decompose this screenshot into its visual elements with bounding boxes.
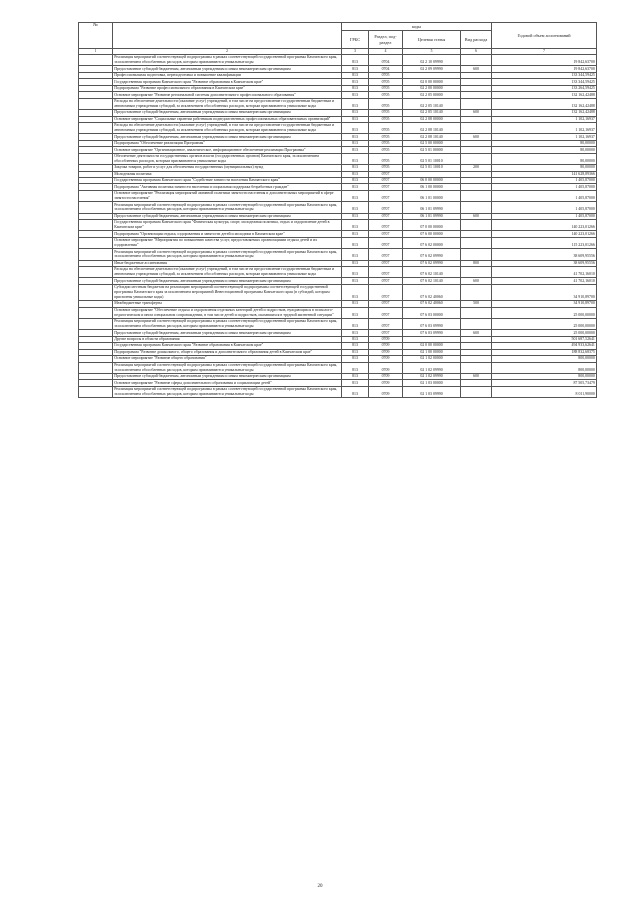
row-description: Реализация мероприятий соответствующей подпрограммы в рамках соответствующей государственной программы Камчатского края, за исключением обособленных расходов, которым присваиваются уникальные коды [113, 202, 342, 213]
row-amount: 1 405,87000 [492, 213, 597, 219]
header-type: Вид расхода [461, 31, 492, 49]
row-target-article: 06 1 01 09990 [403, 202, 461, 213]
row-target-article: 07 6 00 00000 [403, 231, 461, 237]
row-grbs: 813 [342, 307, 369, 318]
row-description: Расходы на обеспечение деятельности (оказание услуг) учреждений, в том числе на предоставление государственным бюджетным и автономным учреждениям субсидий, за исключением обособленных расходов, которым присваиваются уникальные коды [113, 267, 342, 278]
row-amount: 87 505,73479 [492, 380, 597, 386]
table-row [79, 249, 597, 260]
row-description: Межбюджетные трансферты [113, 301, 342, 307]
row-description: Основное мероприятие "Обеспечение отдыха и оздоровления отдельных категорий детей и подростков, нуждающихся в психолого-педагогическом и ином специальном сопровождении, в том числе детей и подростков, оказавшихся в трудной жизненной ситуации" [113, 307, 342, 318]
row-amount: 133 264,59425 [492, 85, 597, 91]
row-target-article: 07 6 02 00000 [403, 237, 461, 248]
row-description: Подпрограмма "Активная политика занятости населения и социальная поддержка безработных граждан" [113, 184, 342, 190]
row-section: 0707 [369, 171, 403, 177]
table-row [79, 153, 597, 164]
row-target-article: 02 2 00 00000 [403, 85, 461, 91]
row-grbs: 813 [342, 318, 369, 329]
table-row [79, 98, 597, 109]
row-amount: 34 910,89700 [492, 301, 597, 307]
row-number [79, 249, 113, 260]
table-row [79, 284, 597, 300]
row-grbs: 813 [342, 110, 369, 116]
row-grbs: 813 [342, 267, 369, 278]
row-number [79, 267, 113, 278]
row-amount: 132 162,42488 [492, 92, 597, 98]
row-description: Предоставление субсидий бюджетным, автономным учреждениям и иным некоммерческим организациям [113, 134, 342, 140]
row-target-article: 02 1 03 09990 [403, 386, 461, 397]
row-grbs: 813 [342, 386, 369, 397]
col-number: 7 [492, 49, 597, 55]
row-expense-type [461, 122, 492, 133]
row-description: Подпрограмма "Развитие профессионального образования в Камчатском крае" [113, 85, 342, 91]
row-description: Субсидии местным бюджетам на реализацию мероприятий соответствующей подпрограммы соответствующей государственной программы Камчатского края за исключением мероприятий Инвестиционной программы Камчатского края (в субсидий, которым присвоены уникальные коды) [113, 284, 342, 300]
row-amount: 188 832,68375 [492, 349, 597, 355]
row-description: Государственная программа Камчатского края "Физическая культура, спорт, молодежная политика, отдых и оздоровление детей в Камчатском крае" [113, 220, 342, 231]
row-expense-type: 600 [461, 278, 492, 284]
row-section: 0709 [369, 336, 403, 342]
row-target-article: 02 2 05 00000 [403, 92, 461, 98]
row-amount: 494 933,62641 [492, 343, 597, 349]
row-grbs: 813 [342, 260, 369, 266]
row-section: 0707 [369, 231, 403, 237]
row-amount: 141 628,89366 [492, 171, 597, 177]
row-section: 0707 [369, 267, 403, 278]
row-amount: 800,00000 [492, 373, 597, 379]
row-target-article: 02 2 08 10140 [403, 134, 461, 140]
row-expense-type: 800 [461, 260, 492, 266]
row-grbs: 813 [342, 98, 369, 109]
row-description: Предоставление субсидий бюджетным, автономным учреждениям и иным некоммерческим организациям [113, 373, 342, 379]
row-number [79, 307, 113, 318]
row-description: Другие вопросы в области образования [113, 336, 342, 342]
table-row [79, 202, 597, 213]
header-target: Целевая статья [403, 31, 461, 49]
row-section: 0704 [369, 55, 403, 66]
row-grbs: 813 [342, 336, 369, 342]
row-target-article: 07 6 02 10140 [403, 278, 461, 284]
row-amount: 80,00000 [492, 165, 597, 171]
row-grbs: 813 [342, 55, 369, 66]
row-amount: 1 405,87000 [492, 190, 597, 201]
row-grbs: 813 [342, 380, 369, 386]
row-expense-type [461, 284, 492, 300]
row-description: Реализация мероприятий соответствующей подпрограммы в рамках соответствующей государственной программы Камчатского края, за исключением обособленных расходов, которым присваиваются уникальные коды [113, 386, 342, 397]
header-section: Раздел, под-раздел [369, 31, 403, 49]
row-target-article: 07 6 02 09990 [403, 249, 461, 260]
row-amount: 80,00000 [492, 140, 597, 146]
row-description: Основное мероприятие "Социальные гарантии работникам подведомственных профессиональных образовательных организаций" [113, 116, 342, 122]
row-expense-type [461, 220, 492, 231]
row-target-article: 02 5 00 00000 [403, 140, 461, 146]
row-expense-type [461, 55, 492, 66]
row-description: Основное мероприятие "Развитие сферы дополнительного образования и социализации детей" [113, 380, 342, 386]
row-target-article: 02 2 08 00000 [403, 116, 461, 122]
table-row [79, 307, 597, 318]
col-number: 4 [369, 49, 403, 55]
row-grbs: 813 [342, 153, 369, 164]
row-grbs: 813 [342, 202, 369, 213]
table-row [79, 190, 597, 201]
table-row [79, 318, 597, 329]
budget-table-page [78, 22, 596, 398]
row-amount: 41 702,16010 [492, 278, 597, 284]
row-description: Предоставление субсидий бюджетным, автономным учреждениям и иным некоммерческим организациям [113, 66, 342, 72]
col-number: 6 [461, 49, 492, 55]
row-description: Предоставление субсидий бюджетным, автономным учреждениям и иным некоммерческим организациям [113, 330, 342, 336]
row-section: 0705 [369, 122, 403, 133]
header-num: № [79, 23, 113, 49]
row-amount: 38 609,95556 [492, 249, 597, 260]
row-amount: 133 344,59425 [492, 79, 597, 85]
row-grbs: 813 [342, 349, 369, 355]
row-section: 0707 [369, 301, 403, 307]
row-target-article: 02 0 00 00000 [403, 343, 461, 349]
row-amount: 25 000,00000 [492, 330, 597, 336]
row-description: Обеспечение деятельности государственных органов власти (государственных органов) Камчатского края, за исключением обособленных расходов, которым присваиваются уникальные коды [113, 153, 342, 164]
row-section: 0705 [369, 72, 403, 78]
row-section: 0709 [369, 356, 403, 362]
row-grbs: 813 [342, 362, 369, 373]
row-section: 0705 [369, 79, 403, 85]
row-amount: 132 162,42488 [492, 110, 597, 116]
row-section: 0707 [369, 220, 403, 231]
row-expense-type [461, 386, 492, 397]
row-section: 0705 [369, 153, 403, 164]
row-number [79, 98, 113, 109]
row-description: Профессиональная подготовка, переподготовка и повышение квалификации [113, 72, 342, 78]
row-section: 0704 [369, 66, 403, 72]
row-section: 0705 [369, 85, 403, 91]
row-expense-type [461, 190, 492, 201]
row-expense-type: 200 [461, 165, 492, 171]
row-grbs: 813 [342, 249, 369, 260]
row-section: 0705 [369, 134, 403, 140]
row-section: 0709 [369, 373, 403, 379]
row-description: Основное мероприятие "Развитие общего образования" [113, 356, 342, 362]
row-number [79, 237, 113, 248]
row-section: 0707 [369, 318, 403, 329]
row-grbs: 813 [342, 330, 369, 336]
row-section: 0705 [369, 110, 403, 116]
row-number [79, 284, 113, 300]
row-grbs: 813 [342, 178, 369, 184]
row-section: 0705 [369, 165, 403, 171]
row-grbs: 813 [342, 213, 369, 219]
row-section: 0709 [369, 386, 403, 397]
row-target-article: 06 1 01 00000 [403, 190, 461, 201]
row-description: Государственная программа Камчатского края "Развитие образования в Камчатском крае" [113, 343, 342, 349]
row-section: 0707 [369, 190, 403, 201]
row-expense-type [461, 267, 492, 278]
row-section: 0707 [369, 284, 403, 300]
row-target-article: 02 2 09 09990 [403, 66, 461, 72]
row-amount: 80,00000 [492, 147, 597, 153]
row-expense-type: 600 [461, 213, 492, 219]
row-grbs: 813 [342, 171, 369, 177]
row-amount: 1 405,87000 [492, 184, 597, 190]
row-target-article: 07 6 03 09990 [403, 330, 461, 336]
row-number [79, 55, 113, 66]
row-section: 0705 [369, 140, 403, 146]
row-number [79, 220, 113, 231]
row-description: Реализация мероприятий соответствующей подпрограммы в рамках соответствующей государственной программы Камчатского края, за исключением обособленных расходов, которым присваиваются уникальные коды [113, 362, 342, 373]
row-description: Основное мероприятие "Организационное, аналитическое, информационное обеспечение реализации Программы" [113, 147, 342, 153]
col-number: 5 [403, 49, 461, 55]
row-description: Расходы на обеспечение деятельности (оказание услуг) учреждений, в том числе на предоставление государственным бюджетным и автономным учреждениям субсидий, за исключением обособленных расходов, которым присваиваются уникальные коды [113, 98, 342, 109]
row-target-article: 02 1 02 09990 [403, 373, 461, 379]
row-number [79, 386, 113, 397]
col-number: 1 [79, 49, 113, 55]
row-amount: 38 609,95556 [492, 260, 597, 266]
row-expense-type [461, 249, 492, 260]
row-amount: 1 102,16937 [492, 122, 597, 133]
row-number [79, 202, 113, 213]
row-amount: 115 223,01266 [492, 237, 597, 248]
table-row [79, 220, 597, 231]
row-expense-type [461, 98, 492, 109]
row-grbs: 813 [342, 92, 369, 98]
row-target-article: 07 6 03 00000 [403, 307, 461, 318]
row-section: 0707 [369, 249, 403, 260]
col-number: 2 [113, 49, 342, 55]
row-grbs: 813 [342, 237, 369, 248]
row-description: Закупка товаров, работ и услуг для обеспечения государственных (муниципальных) нужд [113, 165, 342, 171]
row-description: Подпрограмма "Развитие дошкольного, общего образования и дополнительного образования детей в Камчатском крае" [113, 349, 342, 355]
row-section: 0709 [369, 343, 403, 349]
header-codes: коды [342, 23, 492, 31]
row-expense-type: 500 [461, 301, 492, 307]
row-grbs: 813 [342, 231, 369, 237]
row-amount: 1 102,16937 [492, 134, 597, 140]
row-description: Реализация мероприятий соответствующей подпрограммы в рамках соответствующей государственной программы Камчатского края, за исключением обособленных расходов, которым присваиваются уникальные коды [113, 249, 342, 260]
row-expense-type: 600 [461, 373, 492, 379]
row-section: 0707 [369, 178, 403, 184]
row-description: Основное мероприятие "Реализация мероприятий активной политики занятости населения и дополнительных мероприятий в сфере занятости населения" [113, 190, 342, 201]
table-row [79, 362, 597, 373]
row-amount: 41 702,16010 [492, 267, 597, 278]
header-grbs: ГРБС [342, 31, 369, 49]
row-section: 0707 [369, 278, 403, 284]
row-description: Предоставление субсидий бюджетным, автономным учреждениям и иным некоммерческим организациям [113, 110, 342, 116]
row-target-article: 02 2 05 10140 [403, 98, 461, 109]
row-target-article: 07 6 02 40060 [403, 301, 461, 307]
row-grbs: 813 [342, 220, 369, 231]
row-expense-type [461, 318, 492, 329]
row-section: 0709 [369, 380, 403, 386]
table-row [79, 237, 597, 248]
row-expense-type [461, 362, 492, 373]
row-amount: 8 011,90000 [492, 386, 597, 397]
row-grbs: 813 [342, 278, 369, 284]
table-row [79, 267, 597, 278]
row-amount: 1 405,87000 [492, 202, 597, 213]
row-grbs: 813 [342, 284, 369, 300]
row-grbs: 813 [342, 356, 369, 362]
row-grbs: 813 [342, 147, 369, 153]
table-row [79, 386, 597, 397]
row-description: Основное мероприятие "Мероприятия по повышению качества услуг, предоставляемых организациями отдыха детей и их оздоровления" [113, 237, 342, 248]
header-amount: Годовой объем ассигнований [492, 23, 597, 49]
row-target-article: 06 0 00 00000 [403, 178, 461, 184]
row-grbs: 813 [342, 116, 369, 122]
row-target-article: 07 0 00 00000 [403, 220, 461, 231]
row-section: 0705 [369, 116, 403, 122]
row-target-article: 02 5 01 10010 [403, 153, 461, 164]
table-header [79, 23, 597, 55]
row-amount: 34 910,89700 [492, 284, 597, 300]
row-target-article: 02 2 05 10140 [403, 110, 461, 116]
row-section: 0705 [369, 147, 403, 153]
row-description: Реализация мероприятий соответствующей подпрограммы в рамках соответствующей государственной программы Камчатского края, за исключением обособленных расходов, которым присваиваются уникальные коды [113, 318, 342, 329]
row-amount: 19 842,63700 [492, 66, 597, 72]
row-section: 0709 [369, 349, 403, 355]
row-grbs: 813 [342, 134, 369, 140]
row-expense-type: 600 [461, 66, 492, 72]
row-amount: 800,00000 [492, 356, 597, 362]
row-grbs: 813 [342, 140, 369, 146]
row-target-article: 02 2 10 09990 [403, 55, 461, 66]
row-expense-type: 600 [461, 134, 492, 140]
row-grbs: 813 [342, 85, 369, 91]
row-amount: 1 405,87000 [492, 178, 597, 184]
row-description: Подпрограмма "Обеспечение реализации Программы" [113, 140, 342, 146]
row-expense-type [461, 202, 492, 213]
row-amount: 140 223,01266 [492, 220, 597, 231]
header-description [113, 23, 342, 49]
row-number [79, 362, 113, 373]
row-description: Предоставление субсидий бюджетным, автономным учреждениям и иным некоммерческим организациям [113, 213, 342, 219]
row-expense-type: 600 [461, 110, 492, 116]
row-expense-type [461, 307, 492, 318]
row-amount: 800,00000 [492, 362, 597, 373]
row-target-article: 02 1 03 00000 [403, 380, 461, 386]
row-target-article: 06 1 01 09990 [403, 213, 461, 219]
row-grbs: 813 [342, 343, 369, 349]
row-description: Государственная программа Камчатского края "Содействие занятости населения Камчатского края" [113, 178, 342, 184]
row-section: 0707 [369, 330, 403, 336]
row-expense-type: 600 [461, 330, 492, 336]
table-body [79, 55, 597, 398]
row-description: Подпрограмма "Организация отдыха, оздоровления и занятости детей и молодежи в Камчатском крае" [113, 231, 342, 237]
row-amount: 140 223,01266 [492, 231, 597, 237]
col-number: 3 [342, 49, 369, 55]
row-amount: 501 687,52641 [492, 336, 597, 342]
row-description: Расходы на обеспечение деятельности (оказание услуг) учреждений, в том числе на предоставление государственным бюджетным и автономным учреждениям субсидий, за исключением обособленных расходов, которым присваиваются уникальные коды [113, 122, 342, 133]
row-section: 0707 [369, 213, 403, 219]
row-grbs: 813 [342, 165, 369, 171]
row-section: 0707 [369, 260, 403, 266]
row-target-article: 02 1 02 09990 [403, 362, 461, 373]
row-section: 0707 [369, 202, 403, 213]
row-target-article: 02 1 00 00000 [403, 349, 461, 355]
row-number [79, 153, 113, 164]
table-row [79, 122, 597, 133]
row-target-article: 06 1 00 00000 [403, 184, 461, 190]
row-amount: 1 102,16937 [492, 116, 597, 122]
row-amount: 133 344,59425 [492, 72, 597, 78]
row-target-article: 07 6 02 10140 [403, 267, 461, 278]
row-target-article: 07 6 03 09990 [403, 318, 461, 329]
row-target-article: 07 6 02 09990 [403, 260, 461, 266]
row-amount: 25 000,00000 [492, 318, 597, 329]
row-amount: 19 842,63700 [492, 55, 597, 66]
row-grbs: 813 [342, 122, 369, 133]
row-grbs: 813 [342, 301, 369, 307]
row-grbs: 813 [342, 373, 369, 379]
row-section: 0705 [369, 98, 403, 109]
row-grbs: 813 [342, 190, 369, 201]
row-section: 0707 [369, 237, 403, 248]
row-section: 0707 [369, 184, 403, 190]
row-target-article: 07 6 02 40060 [403, 284, 461, 300]
row-grbs: 813 [342, 79, 369, 85]
row-amount: 80,00000 [492, 153, 597, 164]
row-target-article: 02 2 08 10140 [403, 122, 461, 133]
row-section: 0707 [369, 307, 403, 318]
row-grbs: 813 [342, 184, 369, 190]
row-description: Предоставление субсидий бюджетным, автономным учреждениям и иным некоммерческим организациям [113, 278, 342, 284]
row-amount: 132 162,42488 [492, 98, 597, 109]
row-section: 0705 [369, 92, 403, 98]
row-amount: 25 000,00000 [492, 307, 597, 318]
row-target-article: 02 5 01 00000 [403, 147, 461, 153]
row-grbs: 813 [342, 72, 369, 78]
row-target-article: 02 5 01 10010 [403, 165, 461, 171]
row-description: Реализация мероприятий соответствующей подпрограммы в рамках соответствующей государственной программы Камчатского края, за исключением обособленных расходов, которым присваиваются уникальные коды [113, 55, 342, 66]
budget-table [78, 22, 597, 398]
row-number [79, 122, 113, 133]
row-description: Молодежная политика [113, 171, 342, 177]
page-number: 20 [317, 884, 323, 889]
table-row [79, 55, 597, 66]
row-section: 0709 [369, 362, 403, 373]
row-target-article: 02 0 00 00000 [403, 79, 461, 85]
row-number [79, 190, 113, 201]
row-grbs: 813 [342, 66, 369, 72]
row-description: Государственная программа Камчатского края "Развитие образования в Камчатском крае" [113, 79, 342, 85]
row-description: Основное мероприятие "Развитие региональной системы дополнительного профессионального образования" [113, 92, 342, 98]
row-expense-type [461, 237, 492, 248]
row-number [79, 318, 113, 329]
row-description: Иные бюджетные ассигнования [113, 260, 342, 266]
row-target-article: 02 1 02 00000 [403, 356, 461, 362]
row-expense-type [461, 153, 492, 164]
